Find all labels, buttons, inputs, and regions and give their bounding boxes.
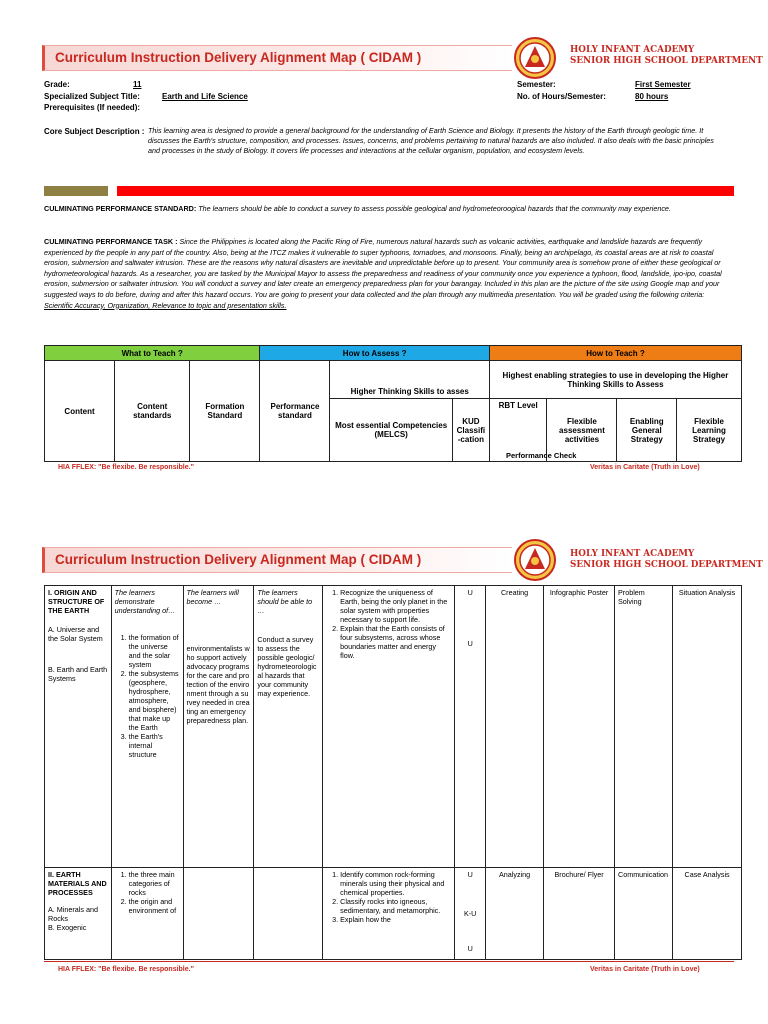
list-item: 2. the subsystems (geosphere, hydrosphere, atmosphere, and biosphere) that make up the Earth [129, 669, 180, 732]
content-cell [45, 868, 112, 960]
kud-col-header: KUD Classifi -cation [452, 399, 489, 462]
melcs-col-header: Most essential Competencies (MELCS) [330, 399, 452, 462]
formation-standard-col-header: Formation Standard [190, 361, 260, 462]
table-row [45, 868, 742, 960]
culminating-standard [44, 204, 732, 214]
footer-motto-right-2: Veritas in Caritate (Truth in Love) [590, 966, 700, 973]
content-item-a: A. Minerals and Rocks [48, 905, 98, 923]
kud-value: U [467, 639, 473, 648]
prereq-label: Prerequisites (If needed): [44, 103, 141, 112]
content-item-a: A. Universe and the Solar System [48, 625, 103, 643]
performance-standard-cell [254, 868, 323, 960]
formation-standard-cell [183, 586, 254, 868]
culminating-standard-text: The learners should be able to conduct a survey to assess possible geological and hydrometeoroogical hazards that the community may experience. [198, 204, 671, 213]
document-title: Curriculum Instruction Delivery Alignment Map ( CIDAM ) [55, 50, 422, 65]
content-title: I. ORIGIN AND STRUCTURE OF THE EARTH [48, 588, 105, 615]
semester-value: First Semester [635, 80, 691, 89]
core-description-label: Core Subject Description : [44, 127, 145, 136]
list-item: 3. Explain how the [340, 915, 451, 924]
flexible-assessment-label: Flexible assessment activities [559, 416, 605, 444]
header-title-bar [42, 45, 512, 71]
subject-label: Specialized Subject Title: [44, 92, 140, 101]
list-item: 2. Classify rocks into igneous, sedimentary, and metamorphic. [340, 897, 451, 915]
kud-value: U [467, 588, 473, 597]
header-table [44, 345, 742, 462]
header-title-bar-2 [42, 547, 512, 573]
grade-value: 11 [133, 80, 142, 89]
rbt-cell: Creating [486, 586, 544, 868]
core-description-text: This learning area is designed to provide a general background for the understanding of Earth Science and Biology. It presents the history of the Earth through geologic time. It discusses the Earth's structure, composition, and processes. Issues, concerns, and problems pertaining to natural hazards are also included. It also deals with the basic principles and processes in the study of Biology. It covers life processes and interactions at the cellular organism, population, and ecosystem levels. [148, 126, 714, 156]
kud-value: K-U [463, 909, 477, 918]
culminating-standard-label: CULMINATING PERFORMANCE STANDARD: [44, 204, 197, 213]
formation-standard-cell [183, 868, 254, 960]
culminating-task-text: Since the Philippines is located along the Pacific Ring of Fire, numerous natural hazards such as volcanic activities, earthquake and landslide hazards are frequently experienced by the people in any part of the country. Also, being at the ITCZ makes it vulnerable to super typhoons, tornadoes, and monsoons. Finally, being an archipelago, its coastal areas are at risk to coastal erosion, submersion and saltwater intrusion. These are the reasons why natural disasters are inevitable and unpredictable before up to present. Your community area is somehow prone of either these geological or hydrometeorological hazards. As a researcher, you are tasked by the Municipal Mayor to assess the preparedness and readiness of your community once you experience a typhoon, flood, landslide, ipo-ipo, coastal erosion, submersion or saltwater intrusion. You will conduct a survey and later create an emergency preparedness plan for your barangay. Included in this plan are the picture of the site using Google map and your suggested ways to do before, during and after this hazard occurs. You are going to present your data collected and the plan through any multimedia presentation. You will be graded using the following criteria: [44, 237, 722, 299]
list-item: 1. Recognize the uniqueness of Earth, being the only planet in the solar system with properties necessary to support life. [340, 588, 451, 624]
school-name: HOLY INFANT ACADEMY SENIOR HIGH SCHOOL DEPARTMENT [570, 45, 763, 66]
melcs-cell [323, 868, 455, 960]
cs-intro: The learners demonstrate understanding of… [114, 588, 176, 615]
melcs-cell [323, 586, 455, 868]
performance-check-label: Performance Check [506, 451, 577, 460]
content-title: II. EARTH MATERIALS AND PROCESSES [48, 870, 107, 897]
ps-intro: The learners should be able to … [257, 588, 313, 615]
kud-value: U [467, 944, 473, 953]
school-name-2: HOLY INFANT ACADEMY SENIOR HIGH SCHOOL DEPARTMENT [570, 549, 763, 570]
rbt-col-header: RBT Level [489, 399, 547, 462]
hes-header: Highest enabling strategies to use in developing the Higher Thinking Skills to Assess [489, 361, 741, 399]
content-item-b: B. Exogenic [48, 923, 87, 932]
performance-standard-cell [254, 586, 323, 868]
content-standards-cell [111, 586, 183, 868]
school-seal-icon [514, 37, 556, 79]
hours-label: No. of Hours/Semester: [517, 92, 606, 101]
kud-value: U [467, 870, 473, 879]
list-item: 3. the Earth's internal structure [129, 732, 180, 759]
rbt-cell: Analyzing [486, 868, 544, 960]
divider-red [117, 186, 734, 196]
table-row [45, 586, 742, 868]
list-item: 1. Identify common rock-forming minerals using their physical and chemical properties. [340, 870, 451, 897]
what-to-teach-header: What to Teach ? [45, 346, 260, 361]
cidam-table [44, 585, 742, 960]
content-col-header: Content [45, 361, 115, 462]
assessment-cell: Infographic Poster [544, 586, 615, 868]
list-item: 1. the three main categories of rocks [129, 870, 180, 897]
enabling-col-header: Enabling General Strategy [617, 399, 677, 462]
footer-rule [44, 961, 734, 962]
learning-cell: Case Analysis [673, 868, 742, 960]
list-item: 2. the origin and environment of [129, 897, 180, 915]
list-item: 1. the formation of the universe and the solar system [129, 633, 180, 669]
assessment-cell: Brochure/ Flyer [544, 868, 615, 960]
footer-motto-right: Veritas in Caritate (Truth in Love) [590, 464, 700, 471]
footer-motto-left-2: HIA FFLEX: "Be flexibe. Be responsible." [58, 966, 194, 973]
culminating-task-criteria: Scientific Accuracy, Organization, Relevance to topic and presentation skills. [44, 300, 287, 310]
footer-motto-left: HIA FFLEX: "Be flexibe. Be responsible." [58, 464, 194, 471]
fs-text: environmentalists who support actively advocacy programs for the care and protection of the environment through a survey needed in creating an emergency preparedness plan. [186, 644, 250, 725]
grade-label: Grade: [44, 80, 70, 89]
performance-standard-col-header: Performance standard [260, 361, 330, 462]
list-item: 2. Explain that the Earth consists of four subsystems, across whose boundaries matter and energy flow. [340, 624, 451, 660]
divider-olive [44, 186, 108, 196]
content-standards-cell [111, 868, 183, 960]
culminating-task [44, 237, 734, 311]
how-to-teach-header: How to Teach ? [489, 346, 741, 361]
kud-cell [455, 586, 486, 868]
ps-text: Conduct a survey to assess the possible geologic/ hydrometeorological hazards that your community may experience. [257, 635, 317, 698]
enabling-cell: Communication [615, 868, 673, 960]
flexible-learning-col-header: Flexible Learning Strategy [677, 399, 742, 462]
content-standards-col-header: Content standards [115, 361, 190, 462]
document-title-2: Curriculum Instruction Delivery Alignment Map ( CIDAM ) [55, 552, 422, 567]
semester-label: Semester: [517, 80, 556, 89]
school-seal-icon-2 [514, 539, 556, 581]
fs-intro: The learners will become … [186, 588, 239, 606]
enabling-cell: Problem Solving [615, 586, 673, 868]
hours-value: 80 hours [635, 92, 669, 101]
content-item-b: B. Earth and Earth Systems [48, 665, 108, 683]
how-to-assess-header: How to Assess ? [260, 346, 489, 361]
culminating-task-label: CULMINATING PERFORMANCE TASK : [44, 237, 178, 246]
kud-cell [455, 868, 486, 960]
learning-cell: Situation Analysis [673, 586, 742, 868]
content-cell [45, 586, 112, 868]
subject-value: Earth and Life Science [162, 92, 248, 101]
hts-assess-header: Higher Thinking Skills to asses [330, 361, 489, 399]
